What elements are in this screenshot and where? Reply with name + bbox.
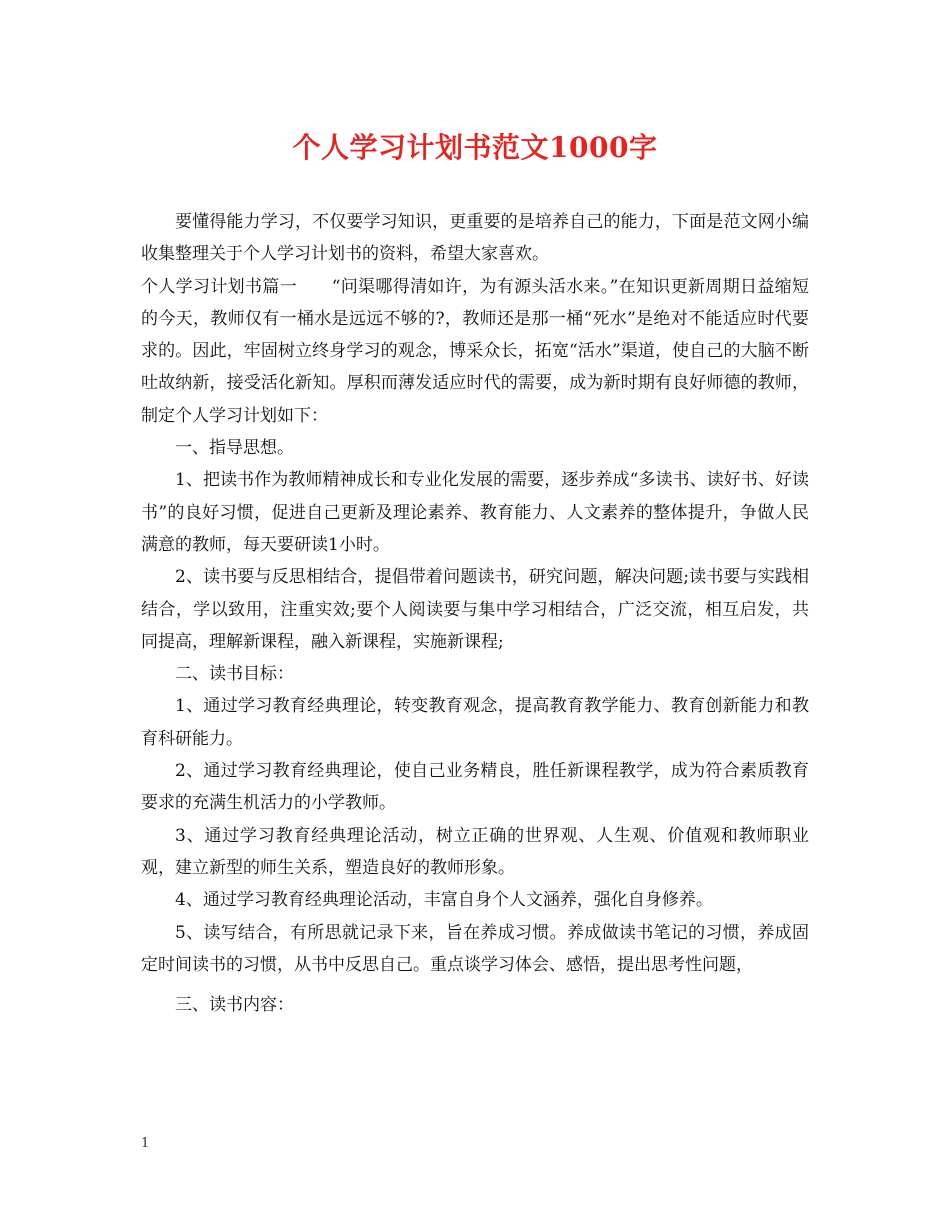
goal-item-3: 3、通过学习教育经典理论活动，树立正确的世界观、人生观、价值观和教师职业观，建立新型的师生关系，塑造良好的教师形象。 xyxy=(141,825,809,878)
guiding-item-2: 2、读书要与反思相结合，提倡带着问题读书，研究问题，解决问题;读书要与实践相结合，学以致用，注重实效;要个人阅读要与集中学习相结合，广泛交流，相互启发，共同提高，理解新课程，融入新课程，实施新课程; xyxy=(141,567,809,652)
section-heading-guiding-ideology: 一、指导思想。 xyxy=(175,438,294,459)
document-body xyxy=(141,206,809,1021)
goal-item-1: 1、通过学习教育经典理论，转变教育观念，提高教育教学能力、教育创新能力和教育科研能力。 xyxy=(141,696,809,749)
document-title: 个人学习计划书范文1000字 xyxy=(292,131,658,164)
plan-intro-paragraph: 个人学习计划书篇一 “问渠哪得清如许，为有源头活水来。”在知识更新周期日益缩短的今天，教师仅有一桶水是远远不够的?，教师还是那一桶“死水”是绝对不能适应时代要求的。因此，牢固树立终身学习的观念，博采众长，拓宽“活水”渠道，使自己的大脑不断吐故纳新，接受活化新知。厚积而薄发适应时代的需要，成为新时期有良好师德的教师，制定个人学习计划如下： xyxy=(141,276,809,426)
page-number: 1 xyxy=(141,1136,150,1151)
intro-paragraph: 要懂得能力学习，不仅要学习知识，更重要的是培养自己的能力，下面是范文网小编收集整理关于个人学习计划书的资料，希望大家喜欢。 xyxy=(141,212,809,265)
section-heading-reading-goals: 二、读书目标： xyxy=(175,664,294,685)
guiding-item-1: 1、把读书作为教师精神成长和专业化发展的需要，逐步养成“多读书、读好书、好读书”的良好习惯，促进自己更新及理论素养、教育能力、人文素养的整体提升，争做人民满意的教师，每天要研读1小时。 xyxy=(141,470,809,555)
goal-item-2: 2、通过学习教育经典理论，使自己业务精良，胜任新课程教学，成为符合素质教育要求的充满生机活力的小学教师。 xyxy=(141,761,809,814)
section-heading-reading-content: 三、读书内容： xyxy=(175,995,294,1016)
goal-item-5: 5、读写结合，有所思就记录下来，旨在养成习惯。养成做读书笔记的习惯，养成固定时间读书的习惯，从书中反思自己。重点谈学习体会、感悟，提出思考性问题， xyxy=(141,922,809,975)
goal-item-4: 4、通过学习教育经典理论活动，丰富自身个人文涵养，强化自身修养。 xyxy=(175,890,713,911)
